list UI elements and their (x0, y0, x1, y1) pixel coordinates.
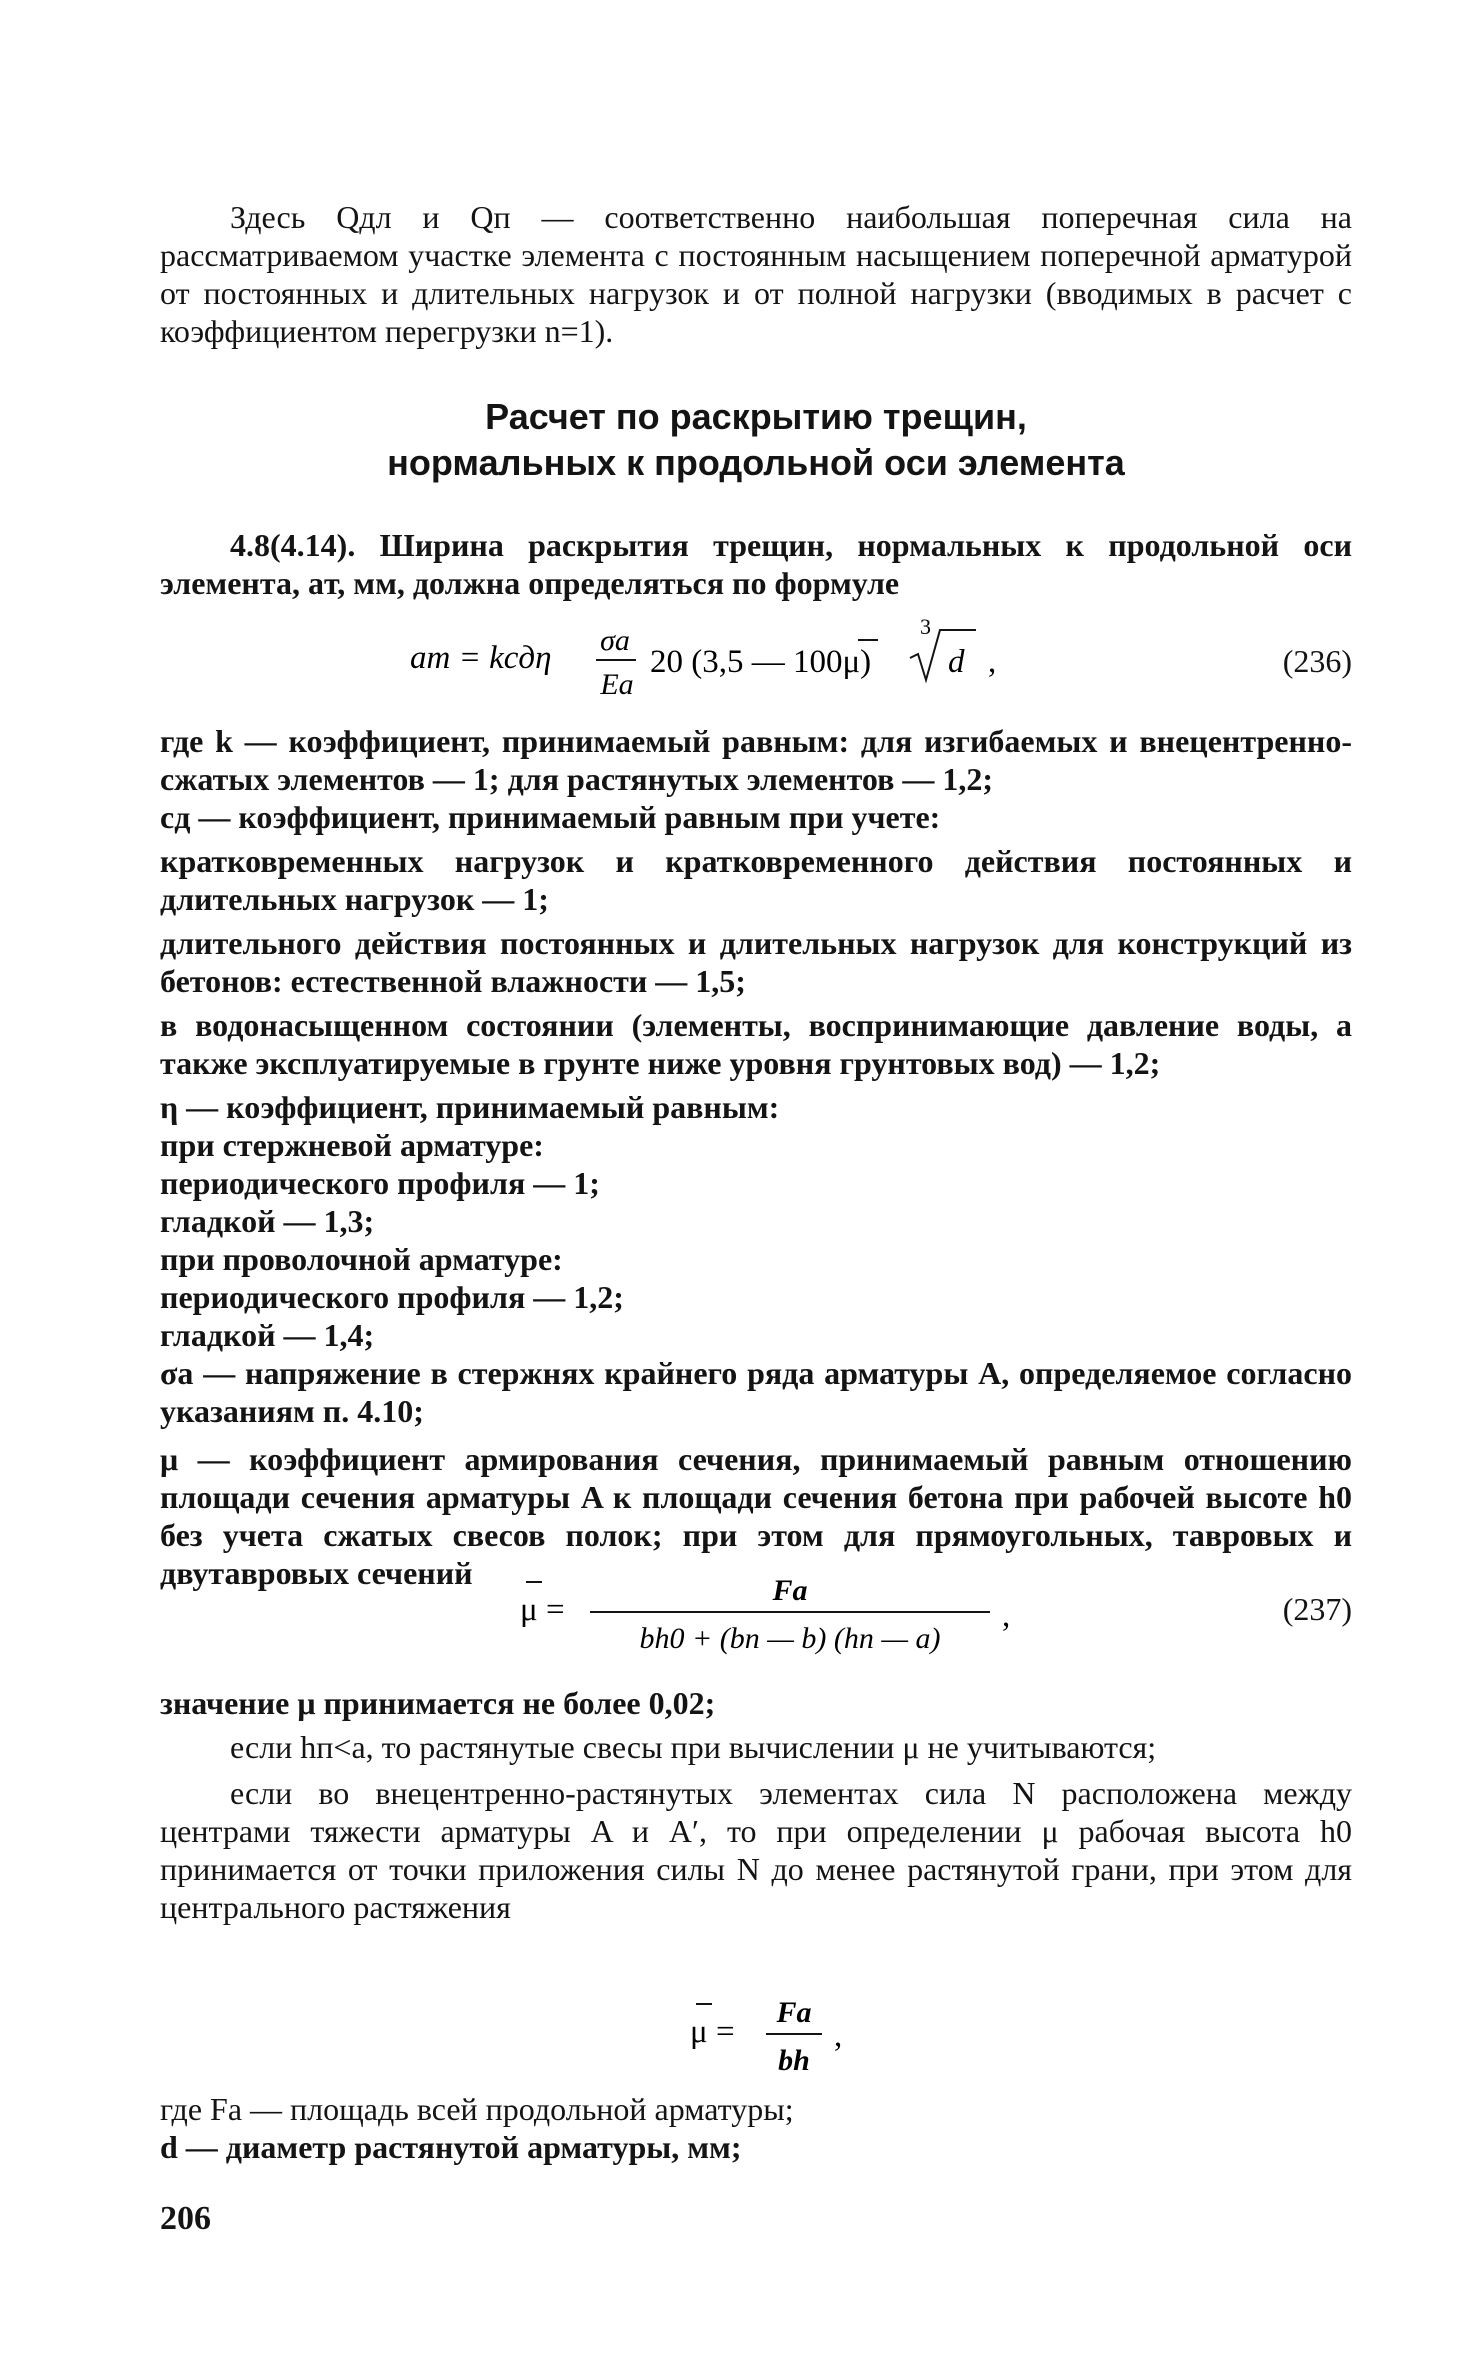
clause-paragraph (160, 526, 1352, 602)
formula-237 (160, 1560, 1352, 1660)
def-sigma: σа — напряжение в стержнях крайнего ряда арматуры A, определяемое согласно указаниям п. 4.10; (160, 1355, 1352, 1429)
def-cd-short: кратковременных нагрузок и кратковременного действия постоянных и длительных нагрузок — 1; (160, 843, 1352, 917)
if-hn-paragraph: если hп<a, то растянутые свесы при вычислении μ не учитываются; (230, 1729, 1157, 1765)
intro-paragraph: Здесь Qдл и Qп — соответственно наибольшая поперечная сила на рассматриваемом участке элемента с постоянным насыщением поперечной арматурой от постоянных и длительных нагрузок и от полной нагрузки (вводимых в расчет с коэффициентом перегрузки n=1). (160, 199, 1352, 349)
formula-central-tension (160, 1984, 1352, 2080)
f236-tail: , (988, 644, 997, 680)
formula-236 (160, 610, 1352, 718)
def-eta-rod-periodic: периодического профиля — 1; (160, 1165, 600, 1201)
f236-denominator: Eа (600, 668, 634, 701)
def-eta-wire: при проволочной арматуре: (160, 1241, 563, 1277)
clause-block (160, 526, 1352, 602)
f237-tail: , (1002, 1598, 1011, 1634)
def-mu: μ — коэффициент армирования сечения, принимаемый равным отношению площади сечения арматуры A к площади сечения бетона при рабочей высоте h0 без учета сжатых свесов полок; при этом для прямоугольных, тавровых и двутавровых сечений (160, 1441, 1352, 1591)
if-eccentric-paragraph: если во внецентренно-растянутых элементах сила N расположена между центрами тяжести арматуры A и A′, то при определении μ рабочая высота h0 принимается от точки приложения силы N до менее растянутой грани, при этом для центрального растяжения (160, 1775, 1352, 1925)
def-eta-rod: при стержневой арматуре: (160, 1127, 544, 1163)
f237-numerator: Fа (772, 1574, 808, 1607)
mu-limit: значение μ принимается не более 0,02; (160, 1685, 716, 1721)
f236-root-index: 3 (920, 614, 931, 639)
def-eta: η — коэффициент, принимаемый равным: (160, 1089, 780, 1125)
formula-236-svg (410, 610, 1050, 718)
def-eta-rod-smooth: гладкой — 1,3; (160, 1203, 375, 1239)
f236-root-arg: d (948, 644, 965, 680)
heading-line-2: нормальных к продольной оси элемента (387, 442, 1125, 483)
clause-number: 4.8(4.14). (230, 527, 356, 563)
clause-text: Ширина раскрытия трещин, нормальных к продольной оси элемента, aт, мм, должна определяться по формуле (160, 527, 1353, 601)
def-fa: где Fа — площадь всей продольной арматуры; (160, 2091, 794, 2127)
f236-rest: 20 (3,5 — 100μ) (650, 644, 872, 680)
equation-number-236: (236) (1282, 643, 1352, 679)
f237-denominator: bh0 + (bп — b) (hп — a) (639, 1622, 941, 1655)
f237-lhs: μ = (520, 1592, 565, 1628)
def-cd-water: в водонасыщенном состоянии (элементы, воспринимающие давление воды, а также эксплуатируемые в грунте ниже уровня грунтовых вод) — 1,2; (160, 1007, 1352, 1081)
definitions-block (160, 722, 1352, 1592)
formula-237-svg (520, 1560, 1080, 1660)
def-cd: cд — коэффициент, принимаемый равным при учете: (160, 799, 941, 835)
def-d: d — диаметр растянутой арматуры, мм; (160, 2129, 742, 2165)
formula-central-svg (690, 1984, 890, 2080)
section-heading (160, 394, 1352, 486)
after-237-block (160, 1684, 1352, 1926)
def-eta-wire-periodic: периодического профиля — 1,2; (160, 1279, 624, 1315)
f236-numerator: σа (600, 624, 630, 657)
f3-lhs: μ = (690, 2014, 735, 2050)
heading-line-1: Расчет по раскрытию трещин, (485, 396, 1027, 437)
f236-lhs: aт = kcдη (410, 640, 552, 676)
f3-denominator: bh (778, 2044, 810, 2077)
f3-tail: , (834, 2018, 843, 2054)
def-cd-long: длительного действия постоянных и длительных нагрузок для конструкций из бетонов: естественной влажности — 1,5; (160, 925, 1352, 999)
def-eta-wire-smooth: гладкой — 1,4; (160, 1317, 375, 1353)
tail-block (160, 2090, 1352, 2166)
def-k: где k — коэффициент, принимаемый равным: для изгибаемых и внецентренно-сжатых элементов — 1; для растянутых элементов — 1,2; (160, 723, 1352, 797)
equation-number-237: (237) (1282, 1591, 1352, 1627)
intro-block (160, 198, 1352, 350)
page-number: 206 (160, 2200, 211, 2237)
f3-numerator: Fа (776, 1996, 812, 2029)
